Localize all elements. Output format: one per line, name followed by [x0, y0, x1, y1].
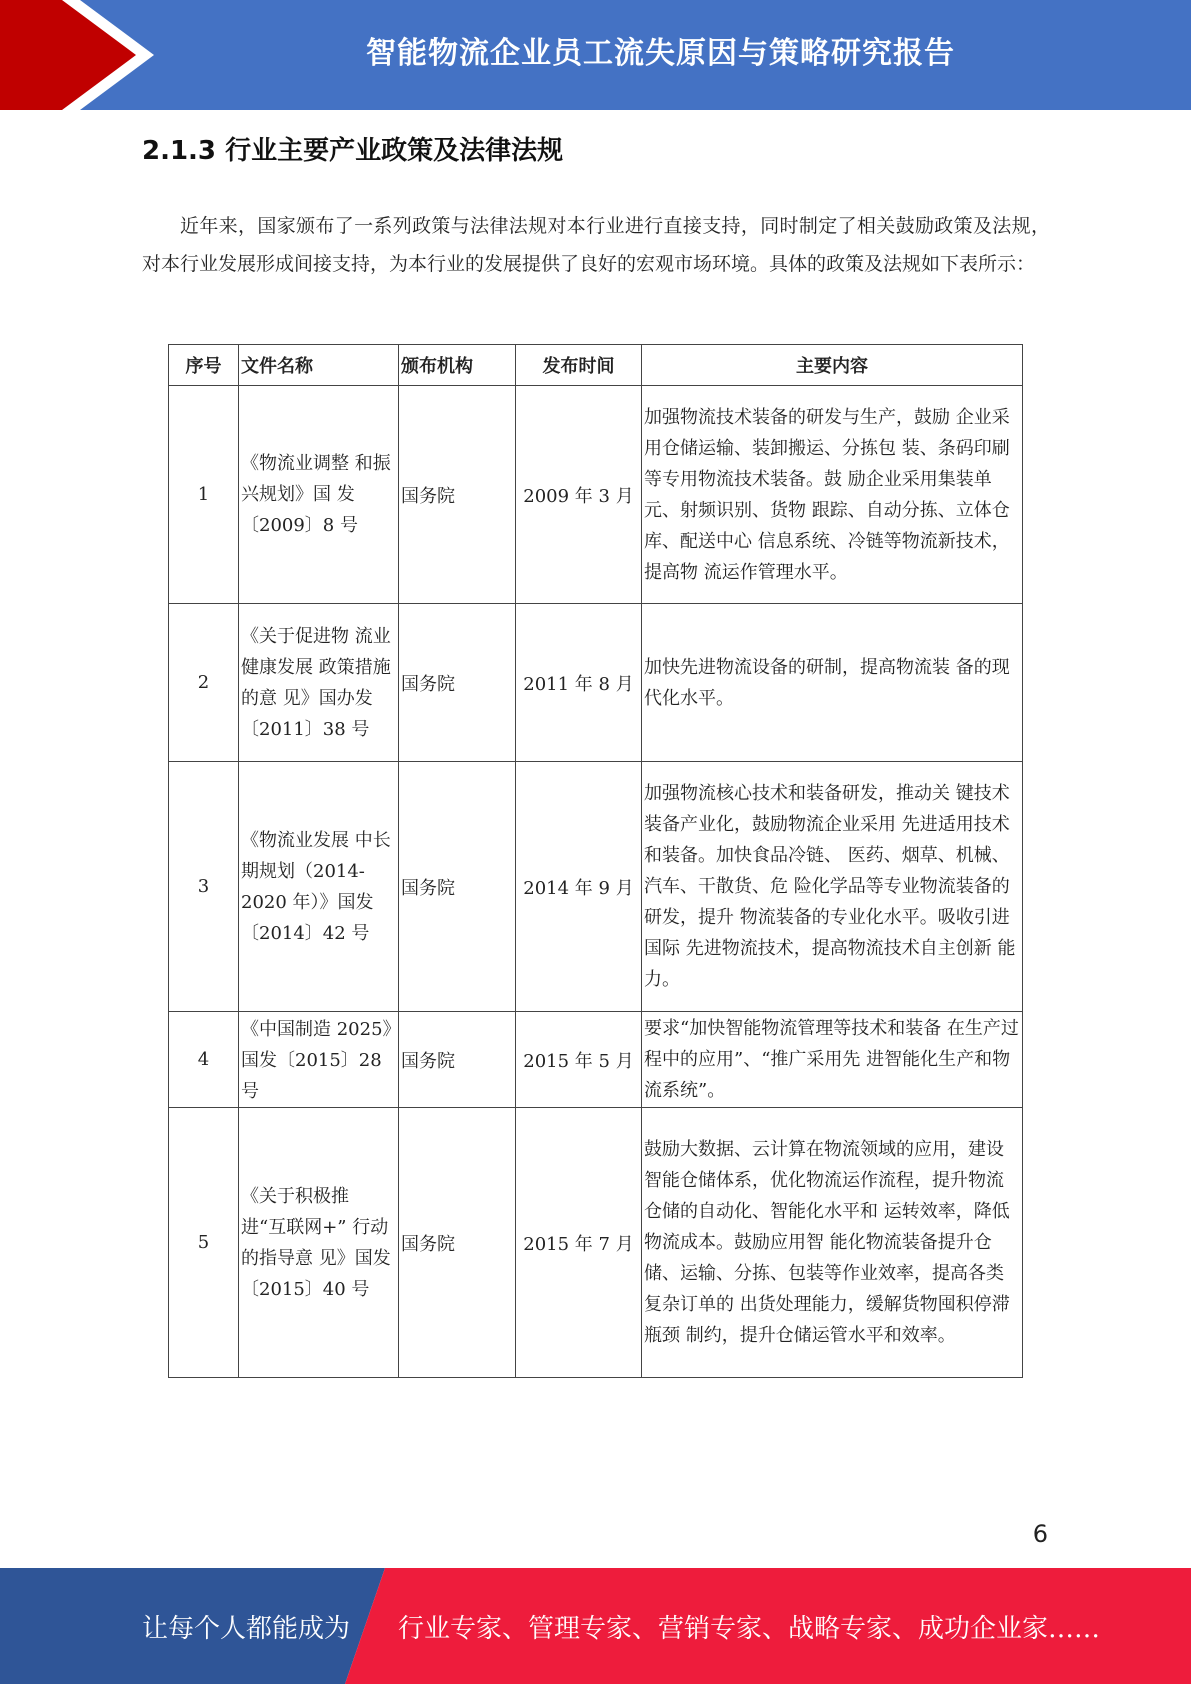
row-content: 要求“加快智能物流管理等技术和装备 在生产过程中的应用”、“推广采用先 进智能化生产和物流系统”。 [642, 1012, 1023, 1108]
header-no: 序号 [169, 345, 239, 386]
header-org: 颁布机构 [399, 345, 516, 386]
row-no: 5 [169, 1108, 239, 1378]
row-org: 国务院 [399, 1012, 516, 1108]
header-content: 主要内容 [642, 345, 1023, 386]
report-title: 智能物流企业员工流失原因与策略研究报告 [366, 36, 955, 71]
header-name: 文件名称 [239, 345, 399, 386]
table-header-row [169, 345, 1023, 386]
table-row [169, 1012, 1023, 1108]
row-date: 2015 年 5 月 [516, 1012, 642, 1108]
row-doc-name: 《物流业调整 和振兴规划》国 发〔2009〕8 号 [239, 386, 399, 604]
row-org: 国务院 [399, 604, 516, 762]
row-date: 2011 年 8 月 [516, 604, 642, 762]
row-date: 2014 年 9 月 [516, 762, 642, 1012]
table-row [169, 1108, 1023, 1378]
table-row [169, 386, 1023, 604]
row-date: 2015 年 7 月 [516, 1108, 642, 1378]
row-content: 加快先进物流设备的研制，提高物流装 备的现代化水平。 [642, 604, 1023, 762]
row-doc-name [239, 1012, 399, 1108]
row-no: 3 [169, 762, 239, 1012]
policy-table [168, 344, 1023, 1378]
row-doc-name: 《关于积极推 进“互联网+” 行动的指导意 见》国发〔2015〕40 号 [239, 1108, 399, 1378]
row-no: 1 [169, 386, 239, 604]
intro-paragraph: 近年来，国家颁布了一系列政策与法律法规对本行业进行直接支持，同时制定了相关鼓励政策及法规，对本行业发展形成间接支持，为本行业的发展提供了良好的宏观市场环境。具体的政策及法规如下表所示： [142, 215, 1050, 275]
row-no: 2 [169, 604, 239, 762]
page-number: 6 [1032, 1520, 1048, 1548]
row-doc-name: 《关于促进物 流业健康发展 政策措施的意 见》国办发〔2011〕38 号 [239, 604, 399, 762]
table-row [169, 604, 1023, 762]
section-heading: 2.1.3 行业主要产业政策及法律法规 [142, 136, 564, 166]
row-content: 加强物流核心技术和装备研发，推动关 键技术装备产业化，鼓励物流企业采用 先进适用技术和装备。加快食品冷链、 医药、烟草、机械、汽车、干散货、危 险化学品等专业物流装备的研发，提升 物流装备的专业化水平。吸收引进国际 先进物流技术，提高物流技术自主创新 能力。 [642, 762, 1023, 1012]
page-header [0, 0, 1191, 110]
table-row [169, 762, 1023, 1012]
header-date: 发布时间 [516, 345, 642, 386]
row-doc-name: 《物流业发展 中长期规划（2014-2020 年）》国发〔2014〕42 号 [239, 762, 399, 1012]
row-content: 加强物流技术装备的研发与生产，鼓励 企业采用仓储运输、装卸搬运、分拣包 装、条码印刷等专用物流技术装备。鼓 励企业采用集装单元、射频识别、货物 跟踪、自动分拣、立体仓库、配送中心 信息系统、冷链等物流新技术，提高物 流运作管理水平。 [642, 386, 1023, 604]
row-org: 国务院 [399, 386, 516, 604]
header-arrow-decoration [0, 0, 200, 110]
footer-slogan-right: 行业专家、管理专家、营销专家、战略专家、成功企业家…… [398, 1613, 1101, 1644]
page-footer [0, 1568, 1191, 1684]
row-org: 国务院 [399, 762, 516, 1012]
row-date: 2009 年 3 月 [516, 386, 642, 604]
row-doc-name-text: 《中国制造 2025》国发〔2015〕28 号 [241, 1018, 392, 1102]
row-org: 国务院 [399, 1108, 516, 1378]
row-content: 鼓励大数据、云计算在物流领域的应用，建设智能仓储体系，优化物流运作流程，提升物流仓储的自动化、智能化水平和 运转效率，降低物流成本。鼓励应用智 能化物流装备提升仓储、运输、分拣、包装等作业效率，提高各类复杂订单的 出货处理能力，缓解货物囤积停滞瓶颈 制约，提升仓储运管水平和效率。 [642, 1108, 1023, 1378]
row-no: 4 [169, 1012, 239, 1108]
footer-slogan-left: 让每个人都能成为 [142, 1613, 351, 1644]
